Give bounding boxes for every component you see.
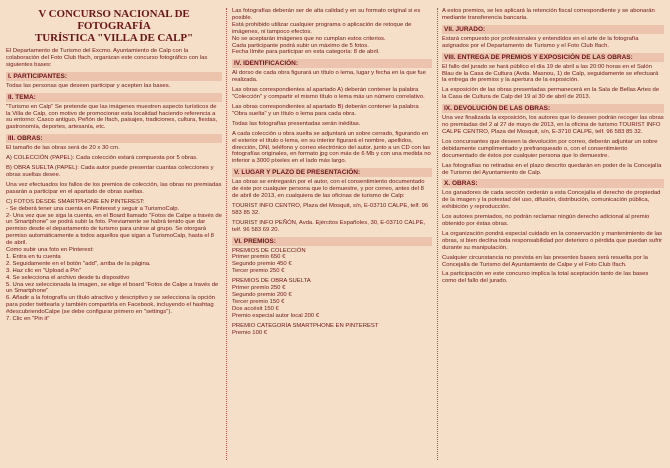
column-middle xyxy=(232,8,432,464)
prize-item: Tercer premio 150 € xyxy=(232,298,285,305)
prize-list-single xyxy=(232,278,432,319)
section-text: Las obras correspondientes al apartado A) deberán contener la palabra "Colección" y compartir el mismo título o lema más un número correlativo. xyxy=(232,87,425,101)
section-text: Estará compuesto por profesionales y entendidos en el arte de la fotografía asignados por el Departamento de Turismo y el Foto Club Ifach. xyxy=(442,35,639,49)
list-item: Fecha límite para participar en esta categoría: 8 de abril. xyxy=(232,49,380,56)
column-left xyxy=(6,8,222,464)
section-text: A cada colección u obra suelta se adjuntará un sobre cerrado, figurando en el exterior el título o lema, en su interior figurará el nombre, apellidos, dirección, DNI, teléfono y correo electrónico del autor, junto a un CD con las fotografías originales, en formato jpg con más de 6 Mb y con una medida no inferior a 3000 píxeles en el lado más largo. xyxy=(232,130,431,165)
prize-title: PREMIO CATEGORÍA SMARTPHONE EN PINTEREST xyxy=(232,322,379,329)
section-text: El fallo del jurado se hará público el día 19 de abril a las 20:00 horas en el Salón Blau de la Casa de Cultura (Avda. Masnou, 1) de Calp, seguidamente se efectuará la entrega de premios y la apertura de la exposición. xyxy=(442,63,659,84)
section-text: Las obras correspondientes al apartado B) deberán contener la palabra "Obra suelta" y un título o lema para cada obra. xyxy=(232,103,419,117)
prize-item: Primer premio 250 € xyxy=(232,285,286,292)
list-item: - Se deberá tener una cuenta en Pinterest y seguir a TurismoCalp. xyxy=(6,205,180,212)
section-heading: II. TEMA: xyxy=(6,93,222,102)
page-title: V CONCURSO NACIONAL DE FOTOGRAFÍA TURÍSTICA "VILLA DE CALP" xyxy=(35,8,193,44)
section-text: La participación en este concurso implica la total aceptación tanto de las bases como del fallo del jurado. xyxy=(442,271,649,285)
section-text: Una vez finalizada la exposición, los autores que lo deseen podrán recoger las obras no premiadas del 2 al 27 de mayo de 2013, en la oficina de turismo TOURIST INFO CALPE CENTRO, Plaza del Mosquit, s/n, E-3710 CALPE, telf. 96 583 85 32. xyxy=(442,115,664,135)
prize-title: PREMIOS DE OBRA SUELTA xyxy=(232,278,311,285)
address: TOURIST INFO CENTRO, Plaza del Mosquit, s/n, E-03710 CALPE, telf. 96 583 85 32. xyxy=(232,202,429,216)
section-text: A estos premios, se les aplicará la retención fiscal correspondiente y se abonarán mediante transferencia bancaria. xyxy=(442,8,655,21)
section-text: Los ganadores de cada sección cederán a esta Concejalía el derecho de propiedad de la imagen y la potestad del uso, difusión, distribución, comunicación pública, exhibición y reproducción. xyxy=(442,190,661,211)
prize-list-collection xyxy=(232,248,432,276)
list-item: 1. Entra en tu cuenta xyxy=(6,253,61,260)
section-heading: VIII. ENTREGA DE PREMIOS Y EXPOSICIÓN DE LAS OBRAS: xyxy=(442,53,664,62)
section-text: Todas las fotografías presentadas serán inéditas. xyxy=(232,120,361,127)
prize-item: Primer premio 650 € xyxy=(232,254,286,261)
section-text: Las obras se entregarán por el autor, con el consentimiento documentado de éste por cualquier persona que lo demuestre, y por correo, antes del 8 de abril de 2013, en cualquiera de las oficinas de turismo de Calp: xyxy=(232,179,425,200)
smartphone-conditions xyxy=(232,8,432,56)
list-item: 3. Haz clic en "Upload a Pin" xyxy=(6,267,81,274)
smartphone-rules xyxy=(6,199,222,323)
section-text: Cualquier circunstancia no prevista en las presentes bases será resuelta por la Concejalía de Turismo del Ayuntamiento de Calpe y el Foto Club Ifach. xyxy=(442,254,648,268)
section-text: "Turismo en Calp" Se pretende que las imágenes muestren aspecto turísticos de la Villa de Calp, con motivo de promocionar esta localidad haciendo referencia a su entorno: Casco antiguo, Peñón de Ifach, paisajes, tradiciones, cultura, fiestas, gastronomía, deportes, artesanía, etc. xyxy=(6,103,218,131)
prize-title: PREMIOS DE COLECCIÓN xyxy=(232,247,306,254)
section-heading: IX. DEVOLUCIÓN DE LAS OBRAS: xyxy=(442,104,664,113)
prize-item: Dos accésit 150 € xyxy=(232,305,279,312)
section-text: La organización pondrá especial cuidado en la conservación y mantenimiento de las obras, si bien declina toda responsabilidad por deterioro o pérdida que puedan sufrir durante su manipulación. xyxy=(442,230,663,251)
section-text: El tamaño de las obras será de 20 x 30 cm. xyxy=(6,145,120,152)
column-divider xyxy=(226,8,227,460)
section-heading: III. OBRAS: xyxy=(6,134,222,143)
list-item: Está prohibido utilizar cualquier programa o aplicación de retoque de imágenes, ni tampoco efectos. xyxy=(232,21,412,35)
column-divider xyxy=(437,8,438,460)
list-item: Cada participante podrá subir un máximo de 5 fotos. xyxy=(232,42,369,49)
section-text: Los concursantes que deseen la devolución por correo, deberán adjuntar un sobre debidamente cumplimentado y prefranqueado o, con el consentimiento documentado de éstos por cualquier persona que lo demuestre. xyxy=(442,138,658,159)
list-item: 2- Una vez que se siga la cuenta, en el Board llamado "Fotos de Calpe a través de un Smartphone" se podrá subir la foto. Previamente se habrá tenido que dar permiso desde el departamento de turismo para unirse al grupo. Se otorgará permiso automáticamente a todos aquellos que sigan a TurismoCalp, hasta el 8 de abril. xyxy=(6,212,222,247)
column-right xyxy=(442,8,664,464)
list-item: C) FOTOS DESDE SMARTPHONE EN PINTEREST: xyxy=(6,198,145,205)
list-item: 5. Una vez seleccionada la imagen, se elige el board "Fotos de Calpe a través de un Smartphone" xyxy=(6,281,219,295)
section-text: B) OBRA SUELTA (PAPEL): Cada autor puede presentar cuantas colecciones y obras sueltas desee. xyxy=(6,165,214,178)
section-text: A) COLECCIÓN (PAPEL): Cada colección estará compuesta por 5 obras. xyxy=(6,155,198,162)
section-text: Una vez efectuados los fallos de los premios de colección, las obras no premiadas pasarán a participar en el apartado de obras sueltas. xyxy=(6,181,222,195)
section-heading: VII. JURADO: xyxy=(442,25,664,34)
address: TOURIST INFO PEÑÓN, Avda. Ejércitos Españoles, 30, E-03710 CALPE, telf. 96 583 69 20. xyxy=(232,219,426,233)
section-text: Al dorso de cada obra figurará un título o lema, lugar y fecha en la que fue realizada. xyxy=(232,70,426,84)
list-item: No se aceptarán imágenes que no cumplan estos criterios. xyxy=(232,35,386,42)
list-item: 7. Clic en "Pin it" xyxy=(6,316,50,323)
prize-item: Segundo premio 450 € xyxy=(232,261,292,268)
prize-item: Premio especial autor local 200 € xyxy=(232,312,320,319)
section-heading: X. OBRAS: xyxy=(442,179,664,188)
section-heading: VI. PREMIOS: xyxy=(232,237,432,246)
list-item: Como subir una foto en Pinterest: xyxy=(6,247,94,254)
prize-list-smartphone xyxy=(232,323,432,337)
list-item: 6. Añadir a la fotografía un título atractivo y descriptivo y se selecciona la opción para poder twittearla y también compartirla en Facebook, incluyendo el hashtag #descubriendoCalpe (se debe configurar primero en "settings"). xyxy=(6,295,215,316)
section-heading: I. PARTICIPANTES: xyxy=(6,72,222,81)
section-text: Las fotografías no retiradas en el plazo descrito quedarán en poder de la Concejalía de Turismo del Ayuntamiento de Calp. xyxy=(442,162,662,176)
section-text: La exposición de las obras presentadas permanecerá en la Sala de Bellas Artes de la Casa de Cultura de Calp del 19 al 30 de abril de 2013. xyxy=(442,87,660,101)
section-text: Los autores premiados, no podrán reclamar ningún derecho adicional al premio obtenido por éstas obras. xyxy=(442,214,650,228)
prize-item: Segundo premio 200 € xyxy=(232,292,292,298)
list-item: Las fotografías deberán ser de alta calidad y en su formato original si es posible. xyxy=(232,8,421,21)
prize-item: Premio 100 € xyxy=(232,329,268,336)
list-item: 4. Se selecciona el archivo desde tu dispositivo xyxy=(6,274,130,281)
section-text: Todas las personas que deseen participar y acepten las bases. xyxy=(6,82,171,89)
section-heading: V. LUGAR Y PLAZO DE PRESENTACIÓN: xyxy=(232,168,432,177)
prize-item: Tercer premio 250 € xyxy=(232,268,285,275)
intro-text: El Departamento de Turismo del Excmo. Ayuntamiento de Calp con la colaboración del Foto Club Ifach, organizan este concurso fotográfico con las siguientes bases: xyxy=(6,48,208,68)
section-heading: IV. IDENTIFICACIÓN: xyxy=(232,59,432,68)
list-item: 2. Seguidamente en el botón "add", arriba de la página. xyxy=(6,260,151,267)
